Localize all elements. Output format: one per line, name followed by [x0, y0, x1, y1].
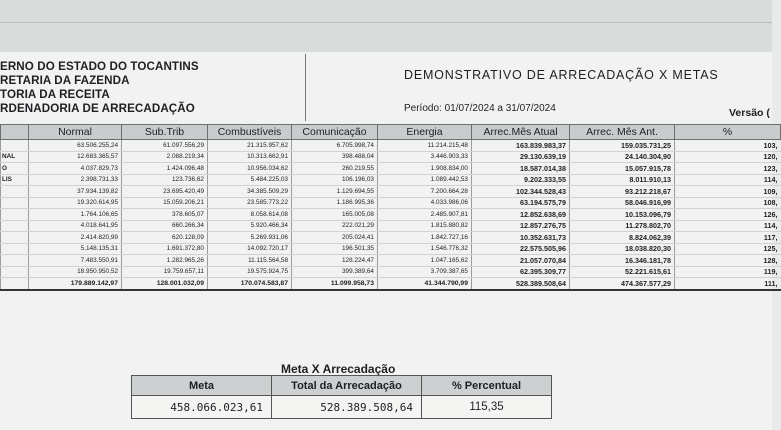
total-collection-value: 528.389.508,64 — [272, 396, 422, 419]
table-header-row — [1, 125, 781, 140]
table-cell: 1.186.995,36 — [292, 197, 378, 209]
table-cell: 29.130.639,19 — [472, 151, 570, 163]
row-name-cell: NAL — [1, 151, 29, 163]
table-cell: 12.857.276,75 — [472, 220, 570, 232]
table-cell: 2.414.820,99 — [29, 232, 122, 244]
table-cell: 12.683.365,57 — [29, 151, 122, 163]
column-header-arrec-mes-atual: Arrec.Mês Atual — [472, 125, 570, 140]
top-band — [0, 0, 772, 52]
table-row — [1, 255, 781, 267]
top-band-divider — [0, 22, 772, 23]
table-cell: 119, — [675, 266, 781, 278]
table-cell: 123, — [675, 163, 781, 175]
table-cell: 1.908.834,00 — [378, 163, 472, 175]
column-header-comunicacao: Comunicação — [292, 125, 378, 140]
table-cell: 2.485.907,81 — [378, 209, 472, 221]
collection-table — [0, 124, 781, 291]
table-cell: 23.585.773,22 — [208, 197, 292, 209]
table-cell: 10.956.034,62 — [208, 163, 292, 175]
column-header-combustiveis: Combustíveis — [208, 125, 292, 140]
table-cell: 1.764.106,65 — [29, 209, 122, 221]
table-cell: 5.920.466,34 — [208, 220, 292, 232]
table-row — [1, 197, 781, 209]
table-cell: 19.759.657,11 — [122, 266, 208, 278]
table-row — [1, 243, 781, 255]
row-name-cell — [1, 209, 29, 221]
total-label-cell — [1, 278, 29, 290]
table-cell: 260.219,55 — [292, 163, 378, 175]
table-cell: 102.344.528,43 — [472, 186, 570, 198]
table-cell: 126, — [675, 209, 781, 221]
table-cell: 18.038.820,30 — [570, 243, 675, 255]
table-cell: 114, — [675, 174, 781, 186]
table-row — [1, 266, 781, 278]
table-cell: 15.059.206,21 — [122, 197, 208, 209]
table-cell: 1.047.165,62 — [378, 255, 472, 267]
table-cell: 12.852.638,69 — [472, 209, 570, 221]
table-cell: 165.005,08 — [292, 209, 378, 221]
table-cell: 128, — [675, 255, 781, 267]
table-cell: 24.140.304,90 — [570, 151, 675, 163]
column-header-sub-trib: Sub.Trib — [122, 125, 208, 140]
table-cell: 222.021,29 — [292, 220, 378, 232]
table-cell: 23.695.420,49 — [122, 186, 208, 198]
row-name-cell — [1, 220, 29, 232]
table-cell: 21.315.957,62 — [208, 140, 292, 152]
table-row — [1, 186, 781, 198]
row-name-cell — [1, 266, 29, 278]
table-cell: 163.839.983,37 — [472, 140, 570, 152]
table-cell: 399.389,64 — [292, 266, 378, 278]
table-cell: 1.282.965,26 — [122, 255, 208, 267]
meta-header-total: Total da Arrecadação — [272, 376, 422, 396]
table-cell: 8.824.062,39 — [570, 232, 675, 244]
table-cell: 128.224,47 — [292, 255, 378, 267]
table-cell: 11.115.564,58 — [208, 255, 292, 267]
total-cell: 11.099.958,73 — [292, 278, 378, 290]
total-cell: 170.074.583,87 — [208, 278, 292, 290]
table-cell: 52.221.615,61 — [570, 266, 675, 278]
table-cell: 378.605,07 — [122, 209, 208, 221]
table-cell: 1.546.776,32 — [378, 243, 472, 255]
row-name-cell: LIS — [1, 174, 29, 186]
table-cell: 2.088.219,34 — [122, 151, 208, 163]
table-cell: 8.011.910,13 — [570, 174, 675, 186]
row-name-cell — [1, 243, 29, 255]
table-cell: 3.709.387,65 — [378, 266, 472, 278]
meta-header-percent: % Percentual — [422, 376, 552, 396]
org-line-coordination: RDENADORIA DE ARRECADAÇÃO — [0, 102, 195, 115]
total-cell: 111, — [675, 278, 781, 290]
table-cell: 61.097.556,29 — [122, 140, 208, 152]
table-cell: 123.736,62 — [122, 174, 208, 186]
table-cell: 108, — [675, 197, 781, 209]
total-cell: 528.389.508,64 — [472, 278, 570, 290]
org-line-secretariat: RETARIA DA FAZENDA — [0, 74, 130, 87]
table-row — [1, 151, 781, 163]
table-cell: 620.128,09 — [122, 232, 208, 244]
header-organization-block — [0, 54, 306, 121]
table-cell: 398.488,04 — [292, 151, 378, 163]
table-row — [1, 209, 781, 221]
table-cell: 10.352.631,73 — [472, 232, 570, 244]
table-cell: 205.024,41 — [292, 232, 378, 244]
table-cell: 63.194.575,79 — [472, 197, 570, 209]
table-cell: 5.484.225,03 — [208, 174, 292, 186]
report-title: DEMONSTRATIVO DE ARRECADAÇÃO X METAS — [404, 68, 719, 82]
table-cell: 1.424.096,48 — [122, 163, 208, 175]
table-cell: 8.058.614,08 — [208, 209, 292, 221]
table-cell: 4.018.641,95 — [29, 220, 122, 232]
table-cell: 62.395.309,77 — [472, 266, 570, 278]
table-cell: 21.057.070,84 — [472, 255, 570, 267]
table-cell: 114, — [675, 220, 781, 232]
table-cell: 9.202.333,55 — [472, 174, 570, 186]
table-cell: 18.950.950,52 — [29, 266, 122, 278]
table-cell: 1.691.372,80 — [122, 243, 208, 255]
column-header-arrec-mes-ant: Arrec. Mês Ant. — [570, 125, 675, 140]
table-cell: 159.035.731,25 — [570, 140, 675, 152]
table-cell: 2.398.731,33 — [29, 174, 122, 186]
table-cell: 16.346.181,78 — [570, 255, 675, 267]
column-header-energia: Energia — [378, 125, 472, 140]
table-cell: 63.506.255,24 — [29, 140, 122, 152]
table-cell: 15.057.915,78 — [570, 163, 675, 175]
table-cell: 5.148.135,31 — [29, 243, 122, 255]
total-cell: 41.344.790,99 — [378, 278, 472, 290]
total-cell: 474.367.577,29 — [570, 278, 675, 290]
total-cell: 179.889.142,97 — [29, 278, 122, 290]
table-cell: 19.575.924,75 — [208, 266, 292, 278]
meta-value-row — [132, 396, 552, 419]
table-cell: 7.483.550,91 — [29, 255, 122, 267]
table-row — [1, 174, 781, 186]
table-cell: 1.842.727,16 — [378, 232, 472, 244]
table-cell: 6.705.998,74 — [292, 140, 378, 152]
column-header-normal: Normal — [29, 125, 122, 140]
table-cell: 1.129.694,55 — [292, 186, 378, 198]
table-total-row — [1, 278, 781, 290]
table-cell: 58.046.916,99 — [570, 197, 675, 209]
percent-value: 115,35 — [422, 396, 552, 419]
table-cell: 19.320.614,95 — [29, 197, 122, 209]
table-cell: 10.313.662,91 — [208, 151, 292, 163]
table-cell: 5.269.931,06 — [208, 232, 292, 244]
row-name-cell — [1, 197, 29, 209]
table-cell: 4.033.986,06 — [378, 197, 472, 209]
meta-summary-title: Meta X Arrecadação — [281, 362, 396, 376]
table-cell: 11.278.802,70 — [570, 220, 675, 232]
report-version: Versão ( — [729, 107, 770, 119]
column-header-percent: % — [675, 125, 781, 140]
table-cell: 11.214.215,48 — [378, 140, 472, 152]
table-cell: 1.815.880,82 — [378, 220, 472, 232]
row-name-cell: O — [1, 163, 29, 175]
table-cell: 3.446.903,33 — [378, 151, 472, 163]
table-cell: 106.196,03 — [292, 174, 378, 186]
table-row — [1, 220, 781, 232]
table-cell: 4.037.829,73 — [29, 163, 122, 175]
table-row — [1, 140, 781, 152]
row-name-cell — [1, 186, 29, 198]
meta-header-meta: Meta — [132, 376, 272, 396]
table-cell: 14.092.720,17 — [208, 243, 292, 255]
column-header-name — [1, 125, 29, 140]
table-cell: 120, — [675, 151, 781, 163]
table-row — [1, 163, 781, 175]
meta-header-row — [132, 376, 552, 396]
table-cell: 117, — [675, 232, 781, 244]
table-cell: 37.934.139,82 — [29, 186, 122, 198]
table-row — [1, 232, 781, 244]
meta-summary-table — [131, 375, 552, 419]
meta-value: 458.066.023,61 — [132, 396, 272, 419]
table-cell: 10.153.096,79 — [570, 209, 675, 221]
table-cell: 93.212.218,67 — [570, 186, 675, 198]
table-cell: 660.266,34 — [122, 220, 208, 232]
table-cell: 22.575.505,96 — [472, 243, 570, 255]
table-cell: 7.200.664,28 — [378, 186, 472, 198]
org-line-directorate: TORIA DA RECEITA — [0, 88, 110, 101]
table-cell: 125, — [675, 243, 781, 255]
org-line-government: ERNO DO ESTADO DO TOCANTINS — [0, 60, 199, 73]
row-name-cell — [1, 232, 29, 244]
report-period: Período: 01/07/2024 a 31/07/2024 — [404, 103, 556, 114]
table-cell: 103, — [675, 140, 781, 152]
table-cell: 1.089.442,53 — [378, 174, 472, 186]
row-name-cell — [1, 140, 29, 152]
table-cell: 18.587.014,38 — [472, 163, 570, 175]
total-cell: 128.001.032,09 — [122, 278, 208, 290]
table-cell: 196.501,35 — [292, 243, 378, 255]
table-cell: 34.385.509,29 — [208, 186, 292, 198]
row-name-cell — [1, 255, 29, 267]
table-cell: 109, — [675, 186, 781, 198]
